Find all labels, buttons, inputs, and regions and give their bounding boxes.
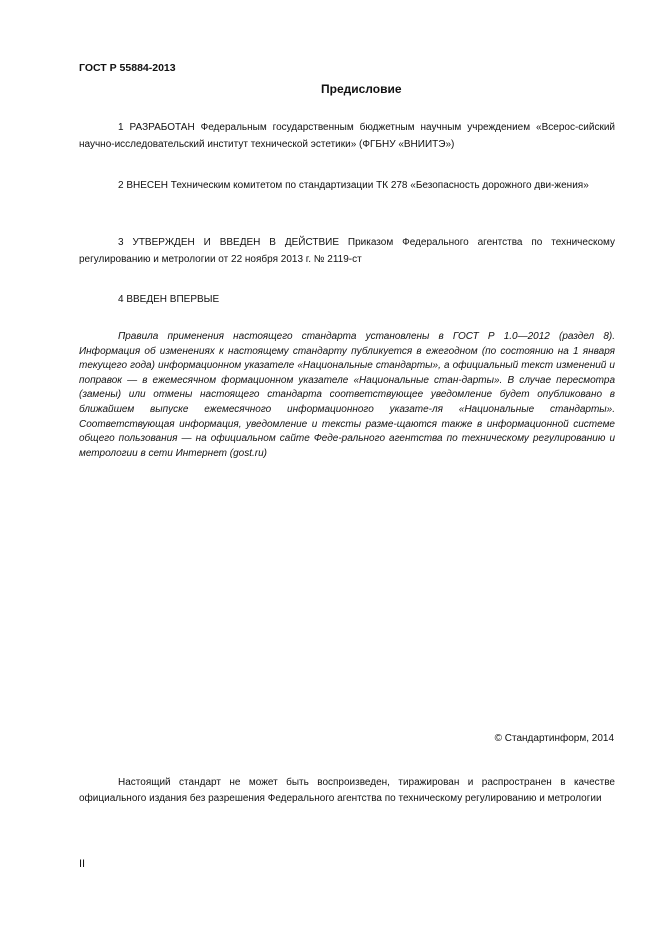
reproduction-notice: Настоящий стандарт не может быть воспроизведен, тиражирован и распространен в качестве официального издания без разрешения Федерального агентства по техническому регулированию и метрологии <box>79 777 615 804</box>
page-number: II <box>79 858 86 870</box>
page-title: Предисловие <box>321 82 402 96</box>
item-first-introduced: 4 ВВЕДЕН ВПЕРВЫЕ <box>118 294 220 305</box>
item-introduced: 2 ВНЕСЕН Техническим комитетом по стандартизации ТК 278 «Безопасность дорожного дви-жения» <box>118 180 589 191</box>
copyright: © Стандартинформ, 2014 <box>494 733 614 744</box>
item-approved: 3 УТВЕРЖДЕН И ВВЕДЕН В ДЕЙСТВИЕ Приказом Федерального агентства по техническому регулированию и метрологии от 22 ноября 2013 г. № 2119-ст <box>79 237 615 265</box>
item-developed: 1 РАЗРАБОТАН Федеральным государственным бюджетным научным учреждением «Всерос-сийский научно-исследовательский институт технической эстетики» (ФГБНУ «ВНИИТЭ») <box>79 122 615 150</box>
standard-code: ГОСТ Р 55884-2013 <box>79 62 176 74</box>
rules-note: Правила применения настоящего стандарта установлены в ГОСТ Р 1.0—2012 (раздел 8). Информация об изменениях к настоящему стандарту публикуется в ежегодном (по состоянию на 1 января текущего года) информационном указателе «Национальные стандарты», а официальный текст изменений и поправок — в ежемесячном формационном указателе «Национальные стан-дарты». В случае пересмотра (замены) или отмены настоящего стандарта соответствующее уведомление будет опубликовано в ближайшем выпуске ежемесячного информационного указате-ля «Национальные стандарты». Соответствующая информация, уведомление и тексты разме-щаются также в информационной системе общего пользования — на официальном сайте Феде-рального агентства по техническому регулированию и метрологии в сети Интернет (gost.ru) <box>79 331 615 459</box>
